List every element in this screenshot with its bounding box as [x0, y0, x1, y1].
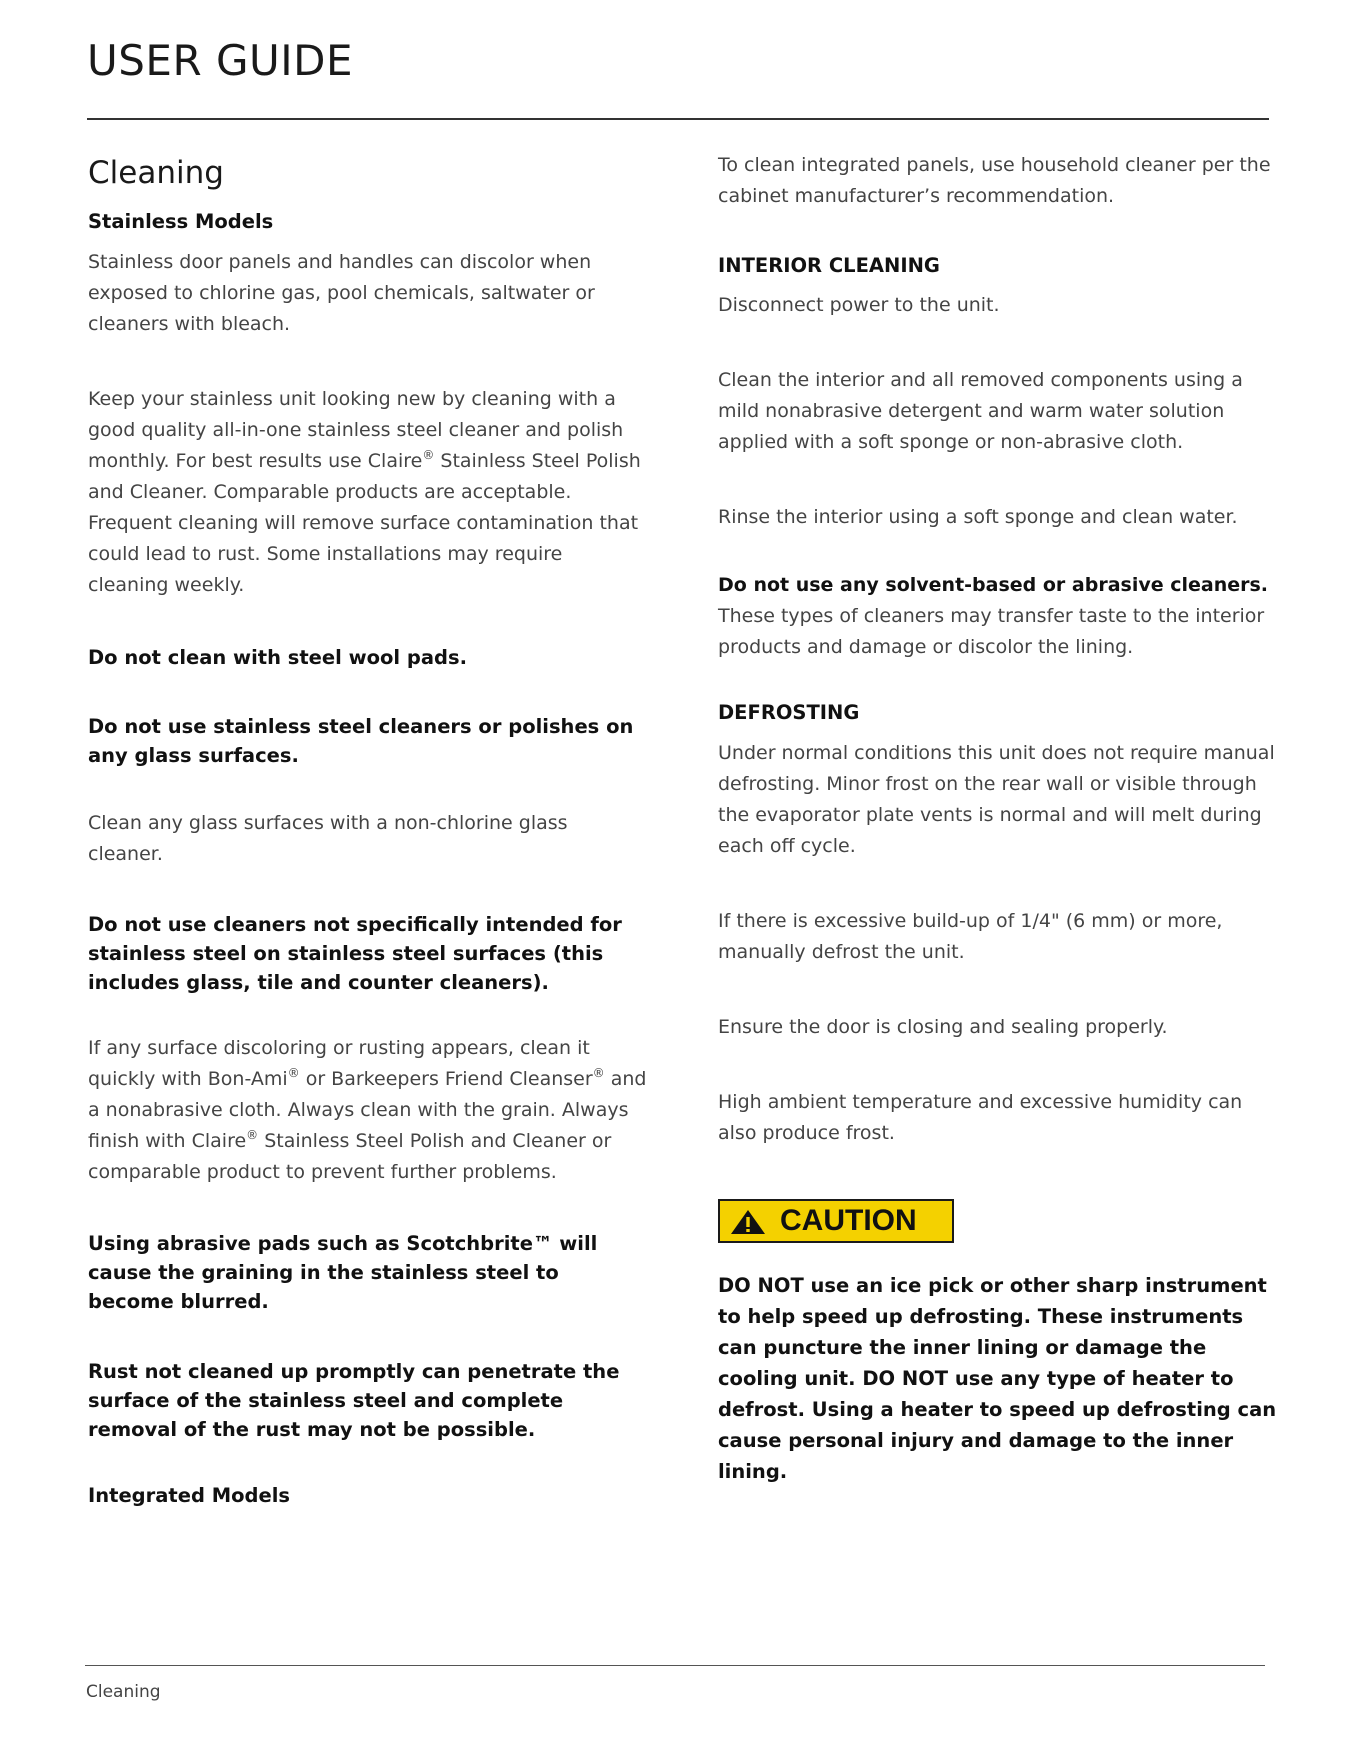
paragraph-door-sealing: Ensure the door is closing and sealing properly. — [718, 1015, 1168, 1038]
paragraph-discolor: Stainless door panels and handles can discolor when exposed to chlorine gas, pool chemicals, saltwater or cleaners with bleach. — [88, 250, 595, 335]
paragraph-rust-cleaning: If any surface discoloring or rusting appears, clean it quickly with Bon-Ami® or Barkeepers Friend Cleanser® and a nonabrasive cloth. Always clean with the grain. Always finish with Claire® Stainless Steel Polish and Cleaner or comparable product to prevent further problems. — [88, 1036, 647, 1183]
paragraph-keep-new: Keep your stainless unit looking new by cleaning with a good quality all-in-one stainless steel cleaner and polish monthly. For best results use Claire® Stainless Steel Polish and Cleaner. Comparable products are acceptable. Frequent cleaning will remove surface contamination that could lead to rust. Some installations may require cleaning weekly. — [88, 387, 641, 596]
warning-steel-wool: Do not clean with steel wool pads. — [88, 645, 467, 669]
right-column — [718, 150, 1278, 1487]
paragraph-rinse-interior: Rinse the interior using a soft sponge and clean water. — [718, 506, 1238, 529]
caution-text: DO NOT use an ice pick or other sharp instrument to help speed up defrosting. These instruments can puncture the inner lining or damage the cooling unit. DO NOT use any type of heater to defrost. Using a heater to speed up defrosting can cause personal injury and damage to the inner lining. — [718, 1273, 1277, 1483]
page-header-title: USER GUIDE — [87, 36, 354, 85]
warning-glass-surfaces: Do not use stainless steel cleaners or polishes on any glass surfaces. — [88, 714, 634, 767]
paragraph-clean-interior: Clean the interior and all removed components using a mild nonabrasive detergent and warm water solution applied with a soft sponge or non-abrasive cloth. — [718, 369, 1243, 454]
warning-abrasive-pads: Using abrasive pads such as Scotchbrite™ will cause the graining in the stainless steel to become blurred. — [88, 1231, 598, 1313]
paragraph-defrost-normal: Under normal conditions this unit does not require manual defrosting. Minor frost on the rear wall or visible through the evaporator plate vents is normal and will melt during each off cycle. — [718, 741, 1275, 857]
paragraph-glass-cleaner: Clean any glass surfaces with a non-chlorine glass cleaner. — [88, 811, 568, 865]
left-column — [88, 150, 648, 1520]
warning-solvent-cleaners: Do not use any solvent-based or abrasive cleaners. These types of cleaners may transfer taste to the interior products and damage or discolor the lining. — [718, 574, 1269, 659]
integrated-models-heading: Integrated Models — [88, 1483, 290, 1507]
paragraph-disconnect-power: Disconnect power to the unit. — [718, 294, 1000, 317]
paragraph-humidity: High ambient temperature and excessive humidity can also produce frost. — [718, 1090, 1243, 1144]
paragraph-integrated-panels: To clean integrated panels, use household cleaner per the cabinet manufacturer’s recommendation. — [718, 154, 1271, 207]
section-title: Cleaning — [88, 155, 224, 191]
warning-triangle-icon — [730, 1209, 766, 1239]
warning-non-specific-cleaners: Do not use cleaners not specifically intended for stainless steel on stainless steel surfaces (this includes glass, tile and counter cleaners). — [88, 912, 622, 994]
interior-cleaning-heading: INTERIOR CLEANING — [718, 254, 940, 277]
defrosting-heading: DEFROSTING — [718, 701, 860, 725]
paragraph-defrost-buildup: If there is excessive build-up of 1/4" (6 mm) or more, manually defrost the unit. — [718, 909, 1223, 963]
caution-badge — [718, 1199, 954, 1243]
footer-section-label: Cleaning — [86, 1682, 161, 1702]
stainless-models-heading: Stainless Models — [88, 210, 274, 234]
caution-label: CAUTION — [780, 1203, 917, 1237]
footer-divider — [85, 1665, 1265, 1666]
caution-wrapper — [718, 1199, 1278, 1247]
warning-rust: Rust not cleaned up promptly can penetrate the surface of the stainless steel and complete removal of the rust may not be possible. — [88, 1359, 620, 1441]
header-divider — [87, 118, 1269, 120]
